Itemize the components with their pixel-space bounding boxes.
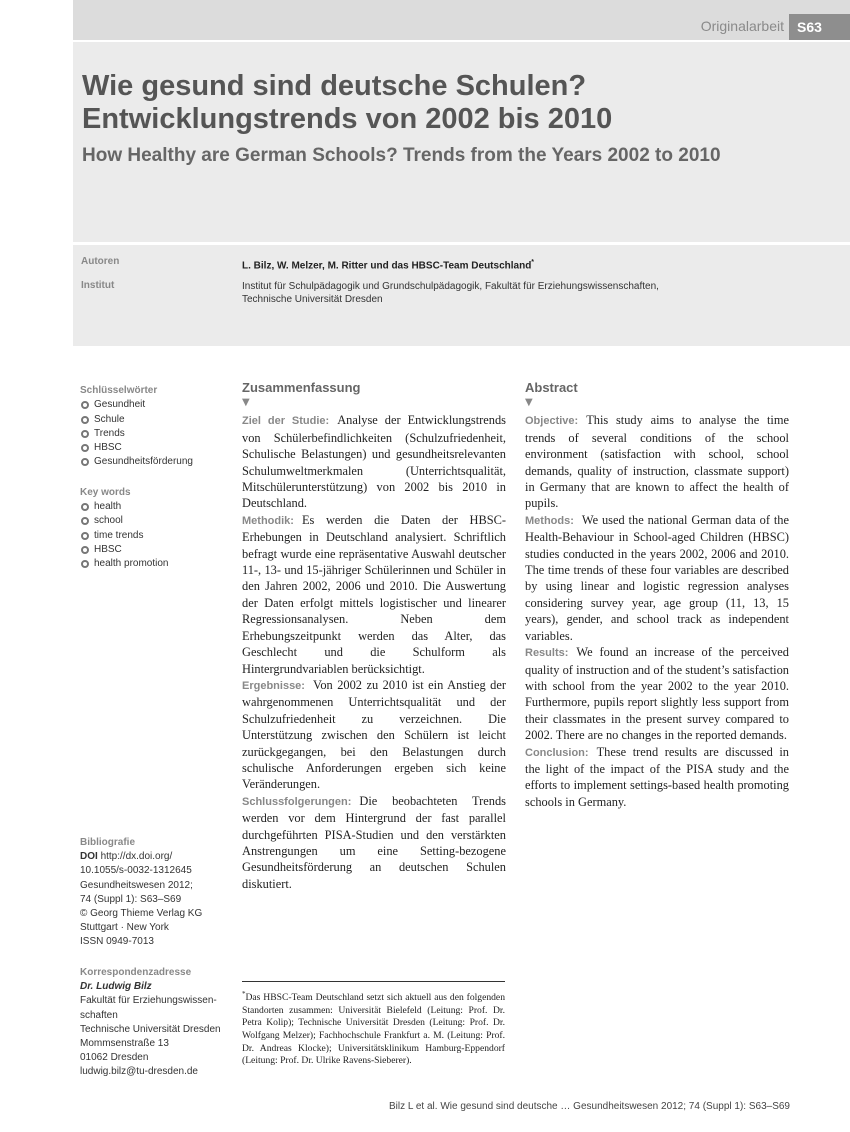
keyword-text: school: [94, 515, 123, 527]
keyword-text: health promotion: [94, 558, 169, 570]
bullet-icon: [81, 517, 89, 525]
keyword-item: [80, 413, 230, 427]
address-line: 01062 Dresden: [80, 1052, 149, 1064]
methods-paragraph: [525, 512, 789, 644]
keyword-item: [80, 427, 230, 441]
bullet-icon: [81, 416, 89, 424]
keyword-text: Gesundheit: [94, 399, 146, 411]
authors-footnote-mark: *: [531, 259, 535, 266]
footnote-text: Das HBSC-Team Deutschland setzt sich aktuell aus den folgenden Standorten zusammen: Universität Bielefeld (Leitung: Prof. Dr. Petra Kolip); Technische Universität Dresden (Leitung: Prof. Dr. Wolfgang Melzer); Fachhochschule Frankfurt a. M. (Leitung: Prof. Dr. Andreas Klocke); Universitätsklinikum Hamburg-Eppendorf (Leitung: Prof. Dr. Ulrike Ravens-Sieberer).: [242, 992, 505, 1067]
correspondence-address: [80, 966, 230, 1080]
title-german-line1: Wie gesund sind deutsche Schulen?: [82, 70, 587, 102]
objective-text: This study aims to analyse the time trends of several conditions of the school environment (satisfaction with school, school demands, quality of instruction, classmate support) in Germany that are known to affect the health of pupils.: [525, 413, 789, 511]
correspondence-heading: Korrespondenzadresse: [80, 967, 192, 978]
keyword-text: HBSC: [94, 543, 122, 555]
authors-names: L. Bilz, W. Melzer, M. Ritter und das HBSC-Team Deutschland: [242, 260, 532, 272]
issn: ISSN 0949-7013: [80, 936, 154, 948]
footnote-mark: *: [242, 990, 246, 998]
keyword-text: time trends: [94, 529, 144, 541]
doi-label: DOI: [80, 851, 98, 863]
zusammenfassung-heading: Zusammenfassung: [242, 380, 361, 395]
address-line: Mommsenstraße 13: [80, 1038, 169, 1050]
institute-line2: Technische Universität Dresden: [242, 294, 383, 305]
keyword-item: [80, 455, 230, 469]
copyright: © Georg Thieme Verlag KG: [80, 908, 203, 920]
keyword-text: Gesundheitsförderung: [94, 456, 193, 468]
title-german-line2: Entwicklungstrends von 2002 bis 2010: [82, 103, 613, 135]
journal: Gesundheitswesen 2012;: [80, 879, 193, 891]
bibliography-heading: Bibliografie: [80, 837, 136, 848]
bullet-icon: [81, 401, 89, 409]
objective-paragraph: [525, 412, 789, 511]
authors: [242, 256, 534, 272]
bullet-icon: [81, 532, 89, 540]
keyword-text: health: [94, 501, 122, 513]
doi-link[interactable]: http://dx.doi.org/: [100, 851, 173, 863]
triangle-down-icon: ▼: [242, 397, 250, 409]
abstract-heading: Abstract: [525, 380, 578, 395]
address-line: Fakultät für Erziehungswissen-: [80, 995, 217, 1007]
schluss-label: Schlussfolgerungen:: [242, 795, 352, 808]
schluss-paragraph: [242, 793, 506, 892]
conclusion-paragraph: [525, 744, 789, 811]
results-text: We found an increase of the perceived quality of instruction and of the student’s satisfaction with school from the year 2002 to the year 2010. Furthermore, pupils report slightly less support from their classmates in the present survey compared to 2002. There are no changes in the reported demands.: [525, 645, 789, 743]
section-label: Originalarbeit: [700, 18, 784, 34]
keyword-text: HBSC: [94, 442, 122, 454]
doi-number: 10.1055/s-0032-1312645: [80, 865, 192, 877]
methods-text: We used the national German data of the Health-Behaviour in School-aged Children (HBSC) studies conducted in the years 2002, 2006 and 2010. The time trends of these four variables are described by using linear and logistic regression analyses considering survey year, age group (11, 13, 15 years), gender, and school track as independent variables.: [525, 512, 789, 643]
page-number: S63: [789, 14, 850, 40]
bullet-icon: [81, 546, 89, 554]
institute-label: Institut: [81, 280, 115, 291]
header-bar: [73, 0, 850, 40]
ziel-text: Analyse der Entwicklungstrends von Schülerbefindlichkeiten (Schulzufriedenheit, Schulische Belastungen) und gesundheitsrelevanten Schulumweltmerkmalen (Unterrichtsqualität, Mitschülerunterstützung) von 2002 bis 2010 in Deutschland.: [242, 413, 506, 511]
ergebnisse-paragraph: [242, 677, 506, 793]
keyword-item: [80, 441, 230, 455]
keyword-item: [80, 557, 230, 571]
bibliography: [80, 836, 230, 950]
methodik-label: Methodik:: [242, 514, 294, 527]
keywords-en-list: [80, 500, 230, 571]
keywords-de-list: [80, 398, 230, 469]
objective-label: Objective:: [525, 415, 579, 428]
page-footer-citation: Bilz L et al. Wie gesund sind deutsche … Gesundheitswesen 2012; 74 (Suppl 1): S63–S69: [389, 1101, 790, 1112]
correspondence-name: Dr. Ludwig Bilz: [80, 981, 152, 993]
address-line: Technische Universität Dresden: [80, 1023, 221, 1035]
keyword-item: [80, 500, 230, 514]
doi-line: [80, 850, 230, 864]
methodik-text: Es werden die Daten der HBSC-Erhebungen in Deutschland analysiert. Schriftlich befragt wurde eine repräsentative Auswahl deutscher 11-, 13- und 15-jähriger Schülerinnen und Schüler in den Jahren 2002, 2006 und 2010. Die Auswertung der Daten erfolgt mittels logistischer und linearer Regressionsanalysen. Neben dem Erhebungszeitpunkt werden das Alter, das Geschlecht und die Schulform als Hintergrundvariablen berücksichtigt.: [242, 512, 506, 676]
bullet-icon: [81, 430, 89, 438]
triangle-down-icon: ▼: [525, 397, 533, 409]
title-german: [82, 70, 802, 136]
bullet-icon: [81, 458, 89, 466]
abstract-column: [525, 380, 789, 810]
keyword-item: [80, 398, 230, 412]
bullet-icon: [81, 560, 89, 568]
ziel-paragraph: [242, 412, 506, 511]
ergebnisse-label: Ergebnisse:: [242, 679, 305, 692]
methodik-paragraph: [242, 512, 506, 677]
title-english: How Healthy are German Schools? Trends from the Years 2002 to 2010: [82, 145, 721, 166]
institute: [242, 280, 659, 306]
results-label: Results:: [525, 647, 569, 660]
footnote: [242, 988, 505, 1068]
methods-label: Methods:: [525, 514, 574, 527]
publisher-place: Stuttgart · New York: [80, 922, 169, 934]
bullet-icon: [81, 503, 89, 511]
schluss-text: Die beobachteten Trends werden vor dem Hintergrund der fast parallel durchgeführten PISA-Studien und den verstärkten Anstrengungen um eine Setting-bezogene Gesundheitsförderung an deutschen Schulen diskutiert.: [242, 793, 506, 891]
email-link[interactable]: ludwig.bilz@tu-dresden.de: [80, 1066, 198, 1078]
ergebnisse-text: Von 2002 zu 2010 ist ein Anstieg der wahrgenommenen Unterrichtsqualität und der Schulzufriedenheit zu verzeichnen. Die Unterstützung zwischen den Schülern ist leicht zurückgegangen, bei den Belastungen durch schulische Anforderungen ergeben sich keine Veränderungen.: [242, 677, 506, 792]
institute-line1: Institut für Schulpädagogik und Grundschulpädagogik, Fakultät für Erziehungswissenschaften,: [242, 281, 659, 292]
keywords-de-heading: Schlüsselwörter: [80, 385, 158, 396]
results-paragraph: [525, 644, 789, 743]
keyword-item: [80, 529, 230, 543]
bullet-icon: [81, 444, 89, 452]
title-block: [73, 42, 850, 242]
volume: 74 (Suppl 1): S63–S69: [80, 893, 182, 905]
conclusion-label: Conclusion:: [525, 746, 589, 759]
keyword-item: [80, 543, 230, 557]
keyword-text: Trends: [94, 427, 125, 439]
keywords-en-heading: Key words: [80, 486, 131, 498]
keyword-item: [80, 514, 230, 528]
meta-block: [73, 245, 850, 346]
keywords-sidebar: [80, 384, 230, 588]
authors-label: Autoren: [81, 256, 120, 267]
zusammenfassung-column: [242, 380, 506, 892]
ziel-label: Ziel der Studie:: [242, 415, 330, 428]
address-line: schaften: [80, 1009, 118, 1021]
footnote-divider: [242, 981, 505, 982]
keyword-text: Schule: [94, 413, 125, 425]
conclusion-text: These trend results are discussed in the light of the impact of the PISA study and the efforts to implement settings-based health promoting schools in Germany.: [525, 744, 789, 809]
